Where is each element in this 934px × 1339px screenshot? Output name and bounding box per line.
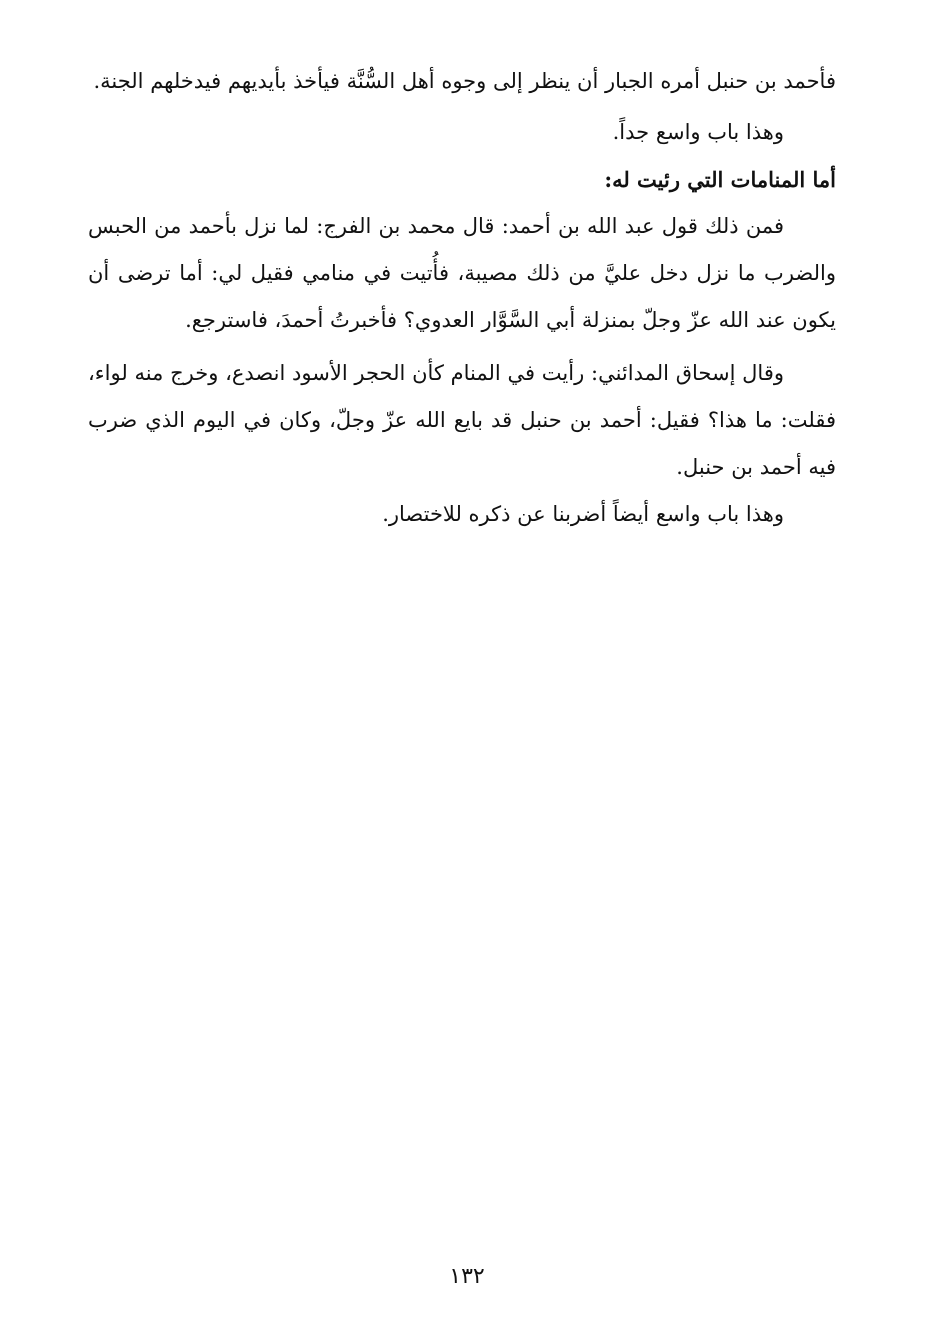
paragraph-ishaq-narration: وقال إسحاق المدائني: رأيت في المنام كأن الحجر الأسود انصدع، وخرج منه لواء، فقلت: ما هذا؟ فقيل: أحمد بن حنبل قد بايع الله عزّ وجلّ، وكان في اليوم الذي ضرب فيه أحمد بن حنبل.: [88, 361, 836, 479]
paragraph-closing-remark: وهذا باب واسع أيضاً أضربنا عن ذكره للاختصار.: [382, 502, 784, 526]
paragraph-abdullah-narration: فمن ذلك قول عبد الله بن أحمد: قال محمد بن الفرج: لما نزل بأحمد من الحبس والضرب ما نزل دخل عليَّ من ذلك مصيبة، فأُتيت في منامي فقيل لي: أما ترضى أن يكون عند الله عزّ وجلّ بمنزلة أبي السَّوَّار العدوي؟ فأخبرتُ أحمدَ، فاسترجع.: [88, 214, 836, 332]
page-number: ١٣٢: [449, 1264, 485, 1289]
section-heading-dreams: أما المنامات التي رئيت له:: [604, 167, 836, 192]
paragraph-ahmad-paradise: فأحمد بن حنبل أمره الجبار أن ينظر إلى وجوه أهل السُّنَّة فيأخذ بأيديهم فيدخلهم الجنة.: [93, 69, 836, 93]
paragraph-wide-chapter: وهذا باب واسع جداً.: [612, 120, 784, 144]
page-body-text: [88, 58, 836, 538]
